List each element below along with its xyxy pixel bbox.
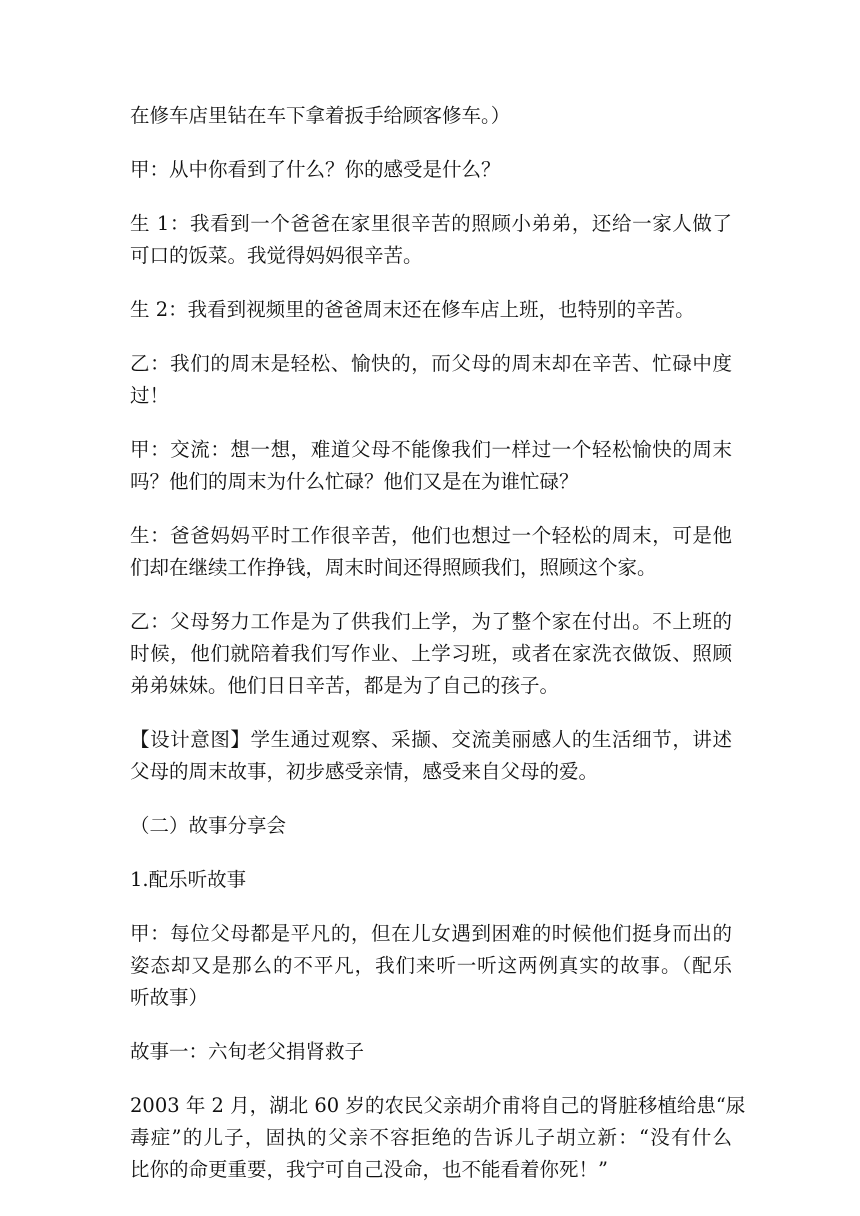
text-line: 1.配乐听故事 [130,868,247,891]
paragraph [130,606,732,702]
text-line: 甲：每位父母都是平凡的，但在儿女遇到困难的时候他们挺身而出的 [130,922,732,945]
paragraph [130,724,732,788]
paragraph [130,294,732,326]
text-line: 们却在继续工作挣钱，周末时间还得照顾我们，照顾这个家。 [130,556,657,579]
text-line: 听故事） [130,986,209,1009]
text-line: 可口的饭菜。我觉得妈妈很辛苦。 [130,244,423,267]
text-line: 生：爸爸妈妈平时工作很辛苦，他们也想过一个轻松的周末，可是他 [130,524,732,547]
text-line: 生 1：我看到一个爸爸在家里很辛苦的照顾小弟弟，还给一家人做了 [130,212,732,235]
paragraph [130,864,732,896]
text-line: 乙：我们的周末是轻松、愉快的，而父母的周末却在辛苦、忙碌中度 [130,352,732,375]
text-line: 2003 年 2 月，湖北 60 岁的农民父亲胡介甫将自己的肾脏移植给患“尿 [130,1094,746,1117]
paragraph [130,1036,732,1068]
text-line: 过！ [130,384,170,407]
text-line: 生 2：我看到视频里的爸爸周末还在修车店上班，也特别的辛苦。 [130,298,695,321]
paragraph [130,1090,746,1186]
text-line: 父母的周末故事，初步感受亲情，感受来自父母的爱。 [130,760,599,783]
paragraph [130,154,732,186]
text-line: 甲：从中你看到了什么？你的感受是什么？ [130,158,501,181]
text-line: 在修车店里钻在车下拿着扳手给顾客修车。） [130,104,511,127]
text-line: 姿态却又是那么的不平凡，我们来听一听这两例真实的故事。（配乐 [130,954,732,977]
text-line: 时候，他们就陪着我们写作业、上学习班，或者在家洗衣做饭、照顾 [130,642,732,665]
paragraph [130,810,732,842]
paragraph [130,520,732,584]
paragraph [130,348,732,412]
text-line: 弟弟妹妹。他们日日辛苦，都是为了自己的孩子。 [130,674,560,697]
paragraph [130,208,732,272]
paragraph [130,100,732,132]
text-line: 吗？他们的周末为什么忙碌？他们又是在为谁忙碌？ [130,470,579,493]
text-line: 【设计意图】学生通过观察、采撷、交流美丽感人的生活细节，讲述 [130,728,732,751]
text-line: 甲：交流：想一想，难道父母不能像我们一样过一个轻松愉快的周末 [130,438,732,461]
text-line: 毒症”的儿子，固执的父亲不容拒绝的告诉儿子胡立新：“没有什么 [130,1126,732,1149]
text-line: （二）故事分享会 [130,814,287,837]
text-line: 乙：父母努力工作是为了供我们上学，为了整个家在付出。不上班的 [130,610,732,633]
text-line: 比你的命更重要，我宁可自己没命，也不能看着你死！” [130,1158,608,1181]
paragraph [130,918,732,1014]
paragraph [130,434,732,498]
text-line: 故事一：六旬老父捐肾救子 [130,1040,365,1063]
document-body [130,100,746,1208]
